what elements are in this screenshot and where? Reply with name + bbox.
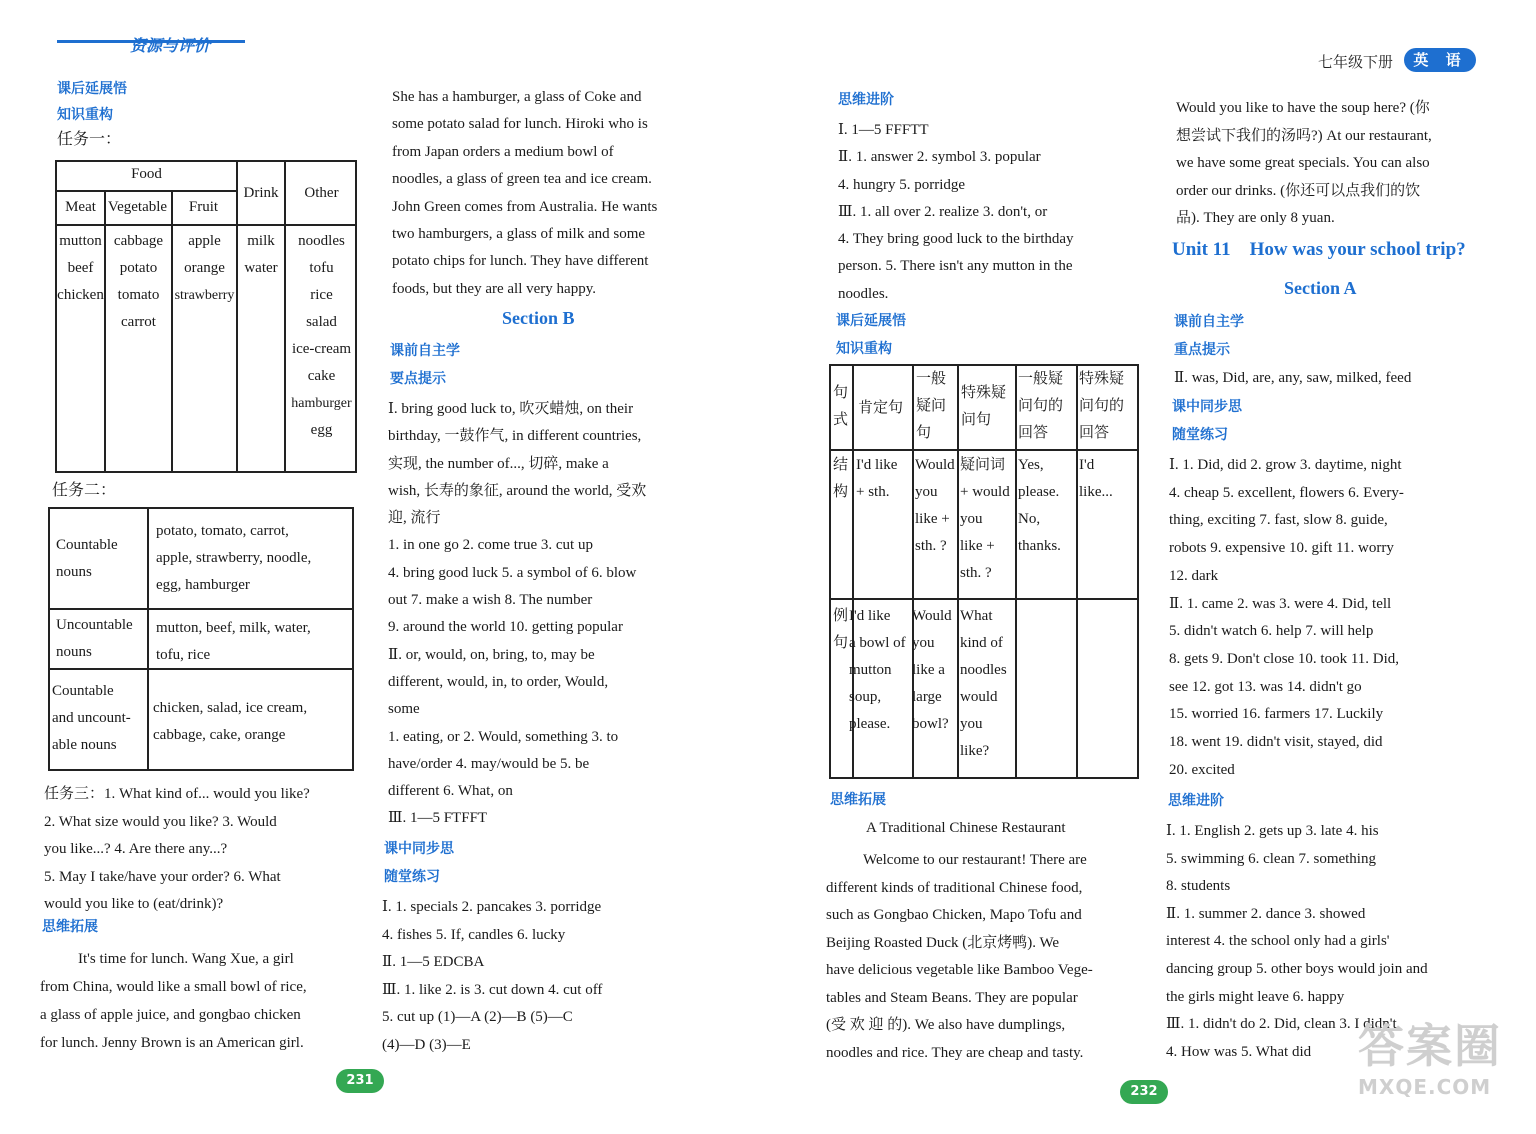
structure-cell: + sth. — [856, 484, 890, 500]
para-line: for lunch. Jenny Brown is an American girl. — [40, 1035, 304, 1051]
heading-thinking-expand: 思维拓展 — [42, 919, 98, 935]
watermark-cn: 答案圈 — [1358, 1019, 1502, 1073]
th-general-ans: 问句的 — [1018, 398, 1064, 414]
para-line: a glass of apple juice, and gongbao chicken — [40, 1007, 301, 1023]
r1-item-line: apple, strawberry, noodle, — [156, 550, 312, 566]
other-item: salad — [306, 314, 337, 330]
heading-focus: 重点提示 — [1174, 342, 1230, 358]
answer-line: Ⅰ. bring good luck to, 吹灭蜡烛, on their — [388, 401, 634, 417]
r3-label-line: able nouns — [52, 737, 117, 753]
para-line: some potato salad for lunch. Hiroki who is — [392, 116, 648, 133]
answer-line: thing, exciting 7. fast, slow 8. guide, — [1169, 512, 1388, 529]
answer-line: Ⅰ. 1—5 FFFTT — [838, 122, 929, 138]
heading-thinking-advance-2: 思维进阶 — [1168, 793, 1224, 809]
answer-line: Ⅱ. 1—5 EDCBA — [382, 954, 485, 970]
task3-line: would you like to (eat/drink)? — [44, 896, 224, 912]
unit-title: Unit 11 How was your school trip? — [1172, 239, 1466, 260]
th-vegetable: Vegetable — [107, 199, 168, 215]
veg-item: cabbage — [113, 233, 164, 249]
answer-line: different 6. What, on — [388, 783, 513, 800]
th-special-ans: 特殊疑 — [1079, 371, 1125, 387]
structure-cell: I'd like — [856, 457, 898, 473]
answer-line: 9. around the world 10. getting popular — [388, 619, 623, 636]
section-b-title: Section B — [502, 308, 575, 328]
answer-line: 迎, 流行 — [388, 510, 441, 527]
example-cell: you — [912, 635, 935, 651]
answer-line: 4. bring good luck 5. a symbol of 6. blow — [388, 564, 637, 581]
structure-cell: like + — [915, 511, 950, 527]
th-other: Other — [304, 185, 339, 201]
para-line: have delicious vegetable like Bamboo Vege- — [826, 962, 1093, 978]
fruit-item: apple — [188, 233, 221, 249]
answer-line: Ⅲ. 1—5 FTFFT — [388, 810, 488, 827]
para-line: from Japan orders a medium bowl of — [392, 143, 614, 160]
example-cell: a bowl of — [849, 635, 906, 651]
para-line: John Green comes from Australia. He wants — [392, 198, 658, 215]
th-special-ans: 回答 — [1079, 425, 1110, 441]
th-general-ans: 一般疑 — [1018, 371, 1064, 387]
heading-after-class-2: 课后延展悟 — [836, 313, 906, 329]
answer-line: 4. cheap 5. excellent, flowers 6. Every- — [1169, 484, 1404, 501]
answer-line: 5. didn't watch 6. help 7. will help — [1169, 623, 1374, 640]
structure-cell: like + — [960, 538, 995, 554]
answer-line: the girls might leave 6. happy — [1166, 988, 1345, 1005]
structure-cell: No, — [1018, 511, 1041, 527]
th-special-q: 问句 — [961, 412, 992, 428]
answer-line: dancing group 5. other boys would join and — [1166, 960, 1428, 977]
answer-line: Ⅰ. 1. Did, did 2. grow 3. daytime, night — [1169, 457, 1402, 473]
row-example-label: 例 — [833, 608, 849, 624]
other-item: egg — [310, 422, 333, 438]
para-line: from China, would like a small bowl of rice, — [40, 979, 307, 995]
meat-item: mutton — [59, 233, 102, 249]
para-line: It's time for lunch. Wang Xue, a girl — [78, 951, 294, 967]
th-general-q: 句 — [916, 425, 932, 441]
answer-line: 8. gets 9. Don't close 10. took 11. Did, — [1169, 650, 1400, 667]
other-item: rice — [310, 287, 333, 303]
example-cell: would — [960, 689, 998, 705]
heading-knowledge: 知识重构 — [57, 107, 113, 123]
task3-line: 2. What size would you like? 3. Would — [44, 813, 277, 830]
r3-item-line: chicken, salad, ice cream, — [153, 700, 308, 716]
structure-cell: I'd — [1079, 457, 1095, 473]
structure-cell: please. — [1018, 484, 1060, 500]
heading-preclass: 课前自主学 — [390, 343, 460, 359]
para-line: two hamburgers, a glass of milk and some — [392, 226, 646, 243]
answer-line: 4. How was 5. What did — [1166, 1043, 1312, 1060]
heading-thinking-advance: 思维进阶 — [838, 92, 894, 108]
th-general-q: 疑问 — [916, 398, 947, 414]
r2-item-line: mutton, beef, milk, water, — [156, 620, 311, 636]
example-cell: mutton — [849, 662, 892, 678]
answer-line: Ⅲ. 1. like 2. is 3. cut down 4. cut off — [382, 981, 603, 998]
row-structure-label: 结 — [833, 457, 849, 473]
th-food: Food — [131, 166, 162, 182]
fruit-item: strawberry — [174, 288, 235, 303]
fruit-item: orange — [184, 260, 225, 276]
page-number-left: 231 — [336, 1069, 384, 1093]
th-fruit: Fruit — [188, 199, 219, 215]
answer-line: Ⅱ. was, Did, are, any, saw, milked, feed — [1174, 370, 1412, 386]
answer-line: have/order 4. may/would be 5. be — [388, 755, 590, 772]
drink-item: water — [244, 260, 278, 276]
drink-item: milk — [247, 233, 275, 249]
para-line: tables and Steam Beans. They are popular — [826, 989, 1078, 1006]
th-general-q: 一般 — [916, 371, 947, 387]
row-example-label: 句 — [833, 635, 849, 651]
structure-cell: you — [915, 484, 938, 500]
para-line: noodles, a glass of green tea and ice cream. — [392, 171, 652, 188]
task3-line: 5. May I take/have your order? 6. What — [44, 868, 281, 885]
answer-line: interest 4. the school only had a girls' — [1166, 933, 1390, 950]
r1-item-line: egg, hamburger — [156, 577, 250, 593]
watermark-en: MXQE.COM — [1358, 1075, 1492, 1099]
r1-label-line: nouns — [56, 564, 92, 580]
para-line: 想尝试下我们的汤吗?) At our restaurant, — [1176, 127, 1432, 144]
heading-key-points: 要点提示 — [390, 371, 446, 387]
other-item: hamburger — [291, 396, 352, 411]
para-line: we have some great specials. You can also — [1176, 155, 1430, 171]
para-line: (受 欢 迎 的). We also have dumplings, — [826, 1017, 1066, 1033]
para-line: different kinds of traditional Chinese food, — [826, 879, 1083, 896]
para-line: noodles and rice. They are cheap and tasty. — [826, 1044, 1084, 1061]
answer-line: wish, 长寿的象征, around the world, 受欢 — [388, 482, 647, 499]
veg-item: tomato — [117, 287, 160, 303]
answer-line: Ⅰ. 1. specials 2. pancakes 3. porridge — [382, 899, 602, 915]
structure-cell: + would — [960, 484, 1010, 500]
task3-line: you like...? 4. Are there any...? — [44, 841, 228, 857]
structure-cell: thanks. — [1018, 538, 1061, 554]
veg-item: carrot — [121, 314, 156, 330]
heading-after-class: 课后延展悟 — [57, 81, 127, 97]
answer-line: Ⅰ. 1. English 2. gets up 3. late 4. his — [1166, 823, 1379, 839]
heading-preclass-2: 课前自主学 — [1174, 314, 1244, 330]
answer-line: different, would, in, to order, Would, — [388, 673, 609, 690]
row-structure-label: 构 — [833, 484, 849, 500]
answer-line: 4. fishes 5. If, candles 6. lucky — [382, 926, 566, 943]
grade-label: 七年级下册 — [1318, 55, 1394, 71]
meat-item: beef — [67, 260, 94, 276]
r2-item-line: tofu, rice — [156, 647, 211, 663]
answer-line: see 12. got 13. was 14. didn't go — [1169, 678, 1362, 695]
th-sentence: 式 — [833, 412, 849, 428]
example-cell: please. — [849, 716, 891, 732]
example-cell: kind of — [960, 635, 1003, 651]
other-item: tofu — [309, 260, 334, 276]
structure-cell: you — [960, 511, 983, 527]
answer-line: 12. dark — [1169, 567, 1219, 584]
example-cell: bowl? — [912, 716, 949, 732]
answer-line: 4. hungry 5. porridge — [838, 176, 966, 193]
heading-practice: 随堂练习 — [384, 869, 440, 885]
example-cell: I'd like — [849, 608, 891, 624]
para-line: potato chips for lunch. They have different — [392, 253, 649, 270]
answer-line: 15. worried 16. farmers 17. Luckily — [1169, 706, 1384, 723]
heading-in-class: 课中同步思 — [384, 841, 454, 857]
structure-cell: like... — [1079, 484, 1113, 500]
meat-item: chicken — [57, 287, 104, 303]
answer-line: 18. went 19. didn't visit, stayed, did — [1169, 734, 1383, 751]
th-special-ans: 问句的 — [1079, 398, 1125, 414]
th-meat: Meat — [65, 199, 96, 215]
th-sentence: 句 — [833, 385, 849, 401]
example-cell: like? — [960, 743, 990, 759]
answer-line: Ⅲ. 1. all over 2. realize 3. don't, or — [838, 203, 1048, 220]
answer-line: 1. eating, or 2. Would, something 3. to — [388, 728, 619, 745]
heading-knowledge-2: 知识重构 — [836, 341, 892, 357]
structure-cell: sth. ? — [960, 565, 992, 581]
task3-line: 任务三：1. What kind of... would you like? — [44, 786, 310, 802]
heading-thinking-expand-2: 思维拓展 — [830, 792, 886, 808]
th-general-ans: 回答 — [1018, 425, 1049, 441]
example-cell: noodles — [960, 662, 1007, 678]
th-drink: Drink — [243, 185, 279, 201]
answer-line: Ⅱ. 1. summer 2. dance 3. showed — [1166, 905, 1366, 922]
r3-label-line: and uncount- — [52, 710, 131, 726]
r2-label-line: nouns — [56, 644, 92, 660]
restaurant-title: A Traditional Chinese Restaurant — [866, 820, 1066, 836]
para-line: Would you like to have the soup here? (你 — [1176, 100, 1430, 116]
answer-line: 4. They bring good luck to the birthday — [838, 231, 1074, 248]
answer-line: 5. swimming 6. clean 7. something — [1166, 850, 1376, 867]
answer-line: Ⅲ. 1. didn't do 2. Did, clean 3. I didn't — [1166, 1016, 1397, 1033]
r1-label-line: Countable — [56, 537, 118, 553]
structure-cell: sth. ? — [915, 538, 947, 554]
para-line: such as Gongbao Chicken, Mapo Tofu and — [826, 907, 1082, 923]
answer-line: 实现, the number of..., 切碎, make a — [388, 455, 609, 472]
para-line: She has a hamburger, a glass of Coke and — [392, 89, 642, 105]
example-cell: like a — [912, 662, 945, 678]
heading-in-class-2: 课中同步思 — [1172, 399, 1242, 415]
para-line: order our drinks. (你还可以点我们的饮 — [1176, 182, 1421, 199]
example-cell: soup, — [849, 689, 882, 705]
answer-line: person. 5. There isn't any mutton in the — [838, 258, 1073, 275]
task2-label: 任务二： — [52, 482, 117, 499]
page-number-right: 232 — [1120, 1080, 1168, 1104]
answer-line: Ⅱ. 1. answer 2. symbol 3. popular — [838, 149, 1041, 166]
task1-label: 任务一： — [57, 131, 122, 148]
answer-line: 5. cut up (1)—A (2)—B (5)—C — [382, 1009, 573, 1025]
th-special-q: 特殊疑 — [961, 385, 1007, 401]
structure-cell: Yes, — [1018, 457, 1044, 473]
other-item: cake — [307, 368, 336, 384]
para-line: Welcome to our restaurant! There are — [863, 852, 1087, 868]
r3-item-line: cabbage, cake, orange — [153, 727, 286, 743]
para-line: 品). They are only 8 yuan. — [1176, 210, 1335, 226]
watermark — [1358, 1018, 1528, 1118]
example-cell: Would — [912, 608, 952, 624]
para-line: Beijing Roasted Duck (北京烤鸭). We — [826, 934, 1060, 951]
other-item: ice-cream — [291, 341, 352, 357]
veg-item: potato — [119, 260, 158, 276]
r1-item-line: potato, tomato, carrot, — [156, 523, 289, 539]
other-item: noodles — [298, 233, 345, 249]
answer-line: noodles. — [838, 285, 889, 302]
r2-label-line: Uncountable — [56, 617, 133, 633]
example-cell: you — [960, 716, 983, 732]
answer-line: 20. excited — [1169, 761, 1235, 778]
th-positive: 肯定句 — [858, 400, 904, 416]
answer-line: some — [388, 701, 420, 718]
answer-line: Ⅱ. 1. came 2. was 3. were 4. Did, tell — [1169, 595, 1392, 612]
answer-line: robots 9. expensive 10. gift 11. worry — [1169, 540, 1394, 557]
answer-line: (4)—D (3)—E — [382, 1036, 471, 1053]
section-a-title: Section A — [1284, 278, 1357, 298]
para-line: foods, but they are all very happy. — [392, 280, 596, 297]
answer-line: Ⅱ. or, would, on, bring, to, may be — [388, 646, 595, 663]
answer-line: 8. students — [1166, 878, 1231, 895]
heading-practice-2: 随堂练习 — [1172, 427, 1228, 443]
example-cell: large — [912, 689, 942, 705]
r3-label-line: Countable — [52, 683, 114, 699]
structure-cell: 疑问词 — [960, 457, 1006, 473]
subject-badge: 英 语 — [1404, 48, 1476, 72]
answer-line: birthday, 一鼓作气, in different countries, — [388, 428, 642, 445]
answer-line: out 7. make a wish 8. The number — [388, 592, 593, 609]
example-cell: What — [960, 608, 993, 624]
answer-line: 1. in one go 2. come true 3. cut up — [388, 537, 593, 554]
header-logo-text: 资源与评价 — [130, 36, 211, 55]
structure-cell: Would — [915, 457, 955, 473]
